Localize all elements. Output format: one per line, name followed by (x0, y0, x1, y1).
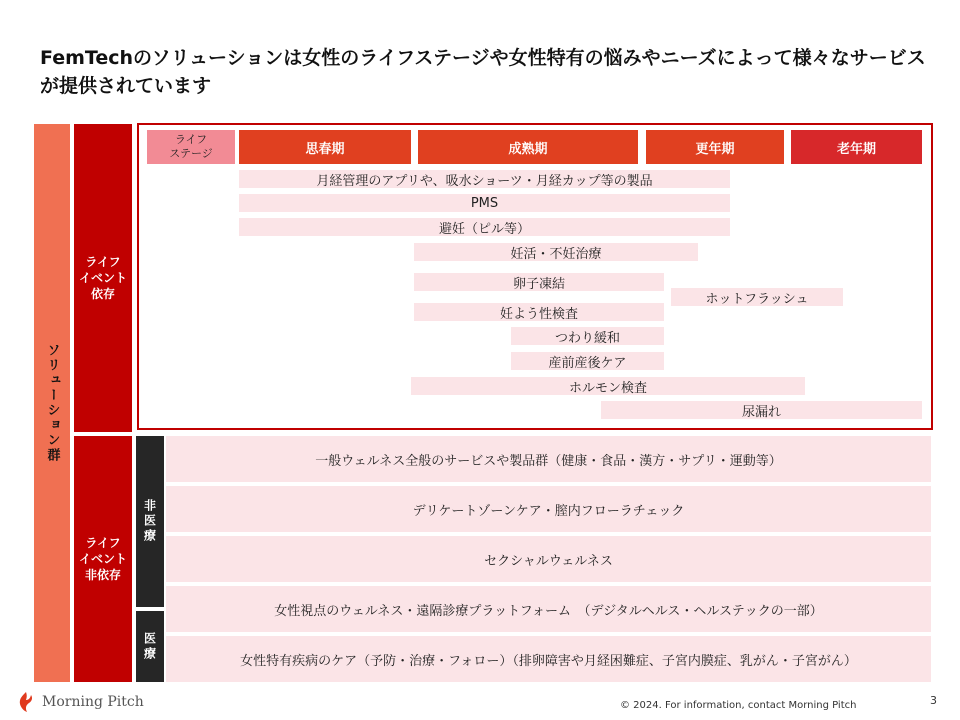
non-medical-label: 非医療 (142, 499, 157, 544)
row-delicate-zone-care: デリケートゾーンケア・膣内フローラチェック (166, 486, 931, 532)
life-event-dependent-column (74, 124, 132, 432)
row-sexual-wellness: セクシャルウェルネス (166, 536, 931, 582)
row-telemedicine-platform: 女性視点のウェルネス・遠隔診療プラットフォーム （デジタルヘルス・ヘルステックの一部） (166, 586, 931, 632)
stage-puberty: 思春期 (239, 130, 411, 164)
non-medical-label-box (136, 436, 164, 607)
solution-group-label: ソリューション群 (44, 343, 60, 463)
life-event-independent-label: ライフ イベント 非依存 (78, 536, 127, 582)
stage-senescence: 老年期 (791, 130, 922, 164)
footer-logo (16, 688, 144, 716)
bar-morning-sickness: つわり緩和 (511, 327, 664, 345)
life-event-independent-column (74, 436, 132, 682)
bar-hormone-test: ホルモン検査 (411, 377, 805, 395)
bar-fertility-treatment: 妊活・不妊治療 (414, 243, 698, 261)
bar-hot-flash: ホットフラッシュ (671, 288, 843, 306)
medical-label: 医療 (142, 631, 157, 662)
row-female-disease-care: 女性特有疾病のケア（予防・治療・フォロー）（排卵障害や月経困難症、子宮内膜症、乳がん・子宮がん） (166, 636, 931, 682)
logo-text: Morning Pitch (42, 694, 144, 710)
bar-contraception: 避妊（ピル等） (239, 218, 730, 236)
bar-incontinence: 尿漏れ (601, 401, 922, 419)
page-number: 3 (930, 694, 937, 707)
bar-perinatal-care: 産前産後ケア (511, 352, 664, 370)
medical-label-box (136, 611, 164, 682)
bar-fertility-test: 妊よう性検査 (414, 303, 664, 321)
stage-maturity: 成熟期 (418, 130, 638, 164)
solution-group-column (34, 124, 70, 682)
bar-egg-freezing: 卵子凍結 (414, 273, 664, 291)
footer-copyright: © 2024. For information, contact Morning Pitch (620, 700, 857, 711)
row-general-wellness: 一般ウェルネス全般のサービスや製品群（健康・食品・漢方・サプリ・運動等） (166, 436, 931, 482)
page-title: FemTechのソリューションは女性のライフステージや女性特有の悩みやニーズによって様々なサービスが提供されています (40, 47, 926, 97)
life-stage-header-label: ライフ ステージ (147, 130, 235, 164)
life-event-dependent-label: ライフ イベント 依存 (78, 255, 127, 301)
morning-pitch-logo-icon (16, 691, 36, 713)
bar-menstrual-products: 月経管理のアプリや、吸水ショーツ・月経カップ等の製品 (239, 170, 730, 188)
stage-menopause: 更年期 (646, 130, 784, 164)
bar-pms: PMS (239, 194, 730, 212)
